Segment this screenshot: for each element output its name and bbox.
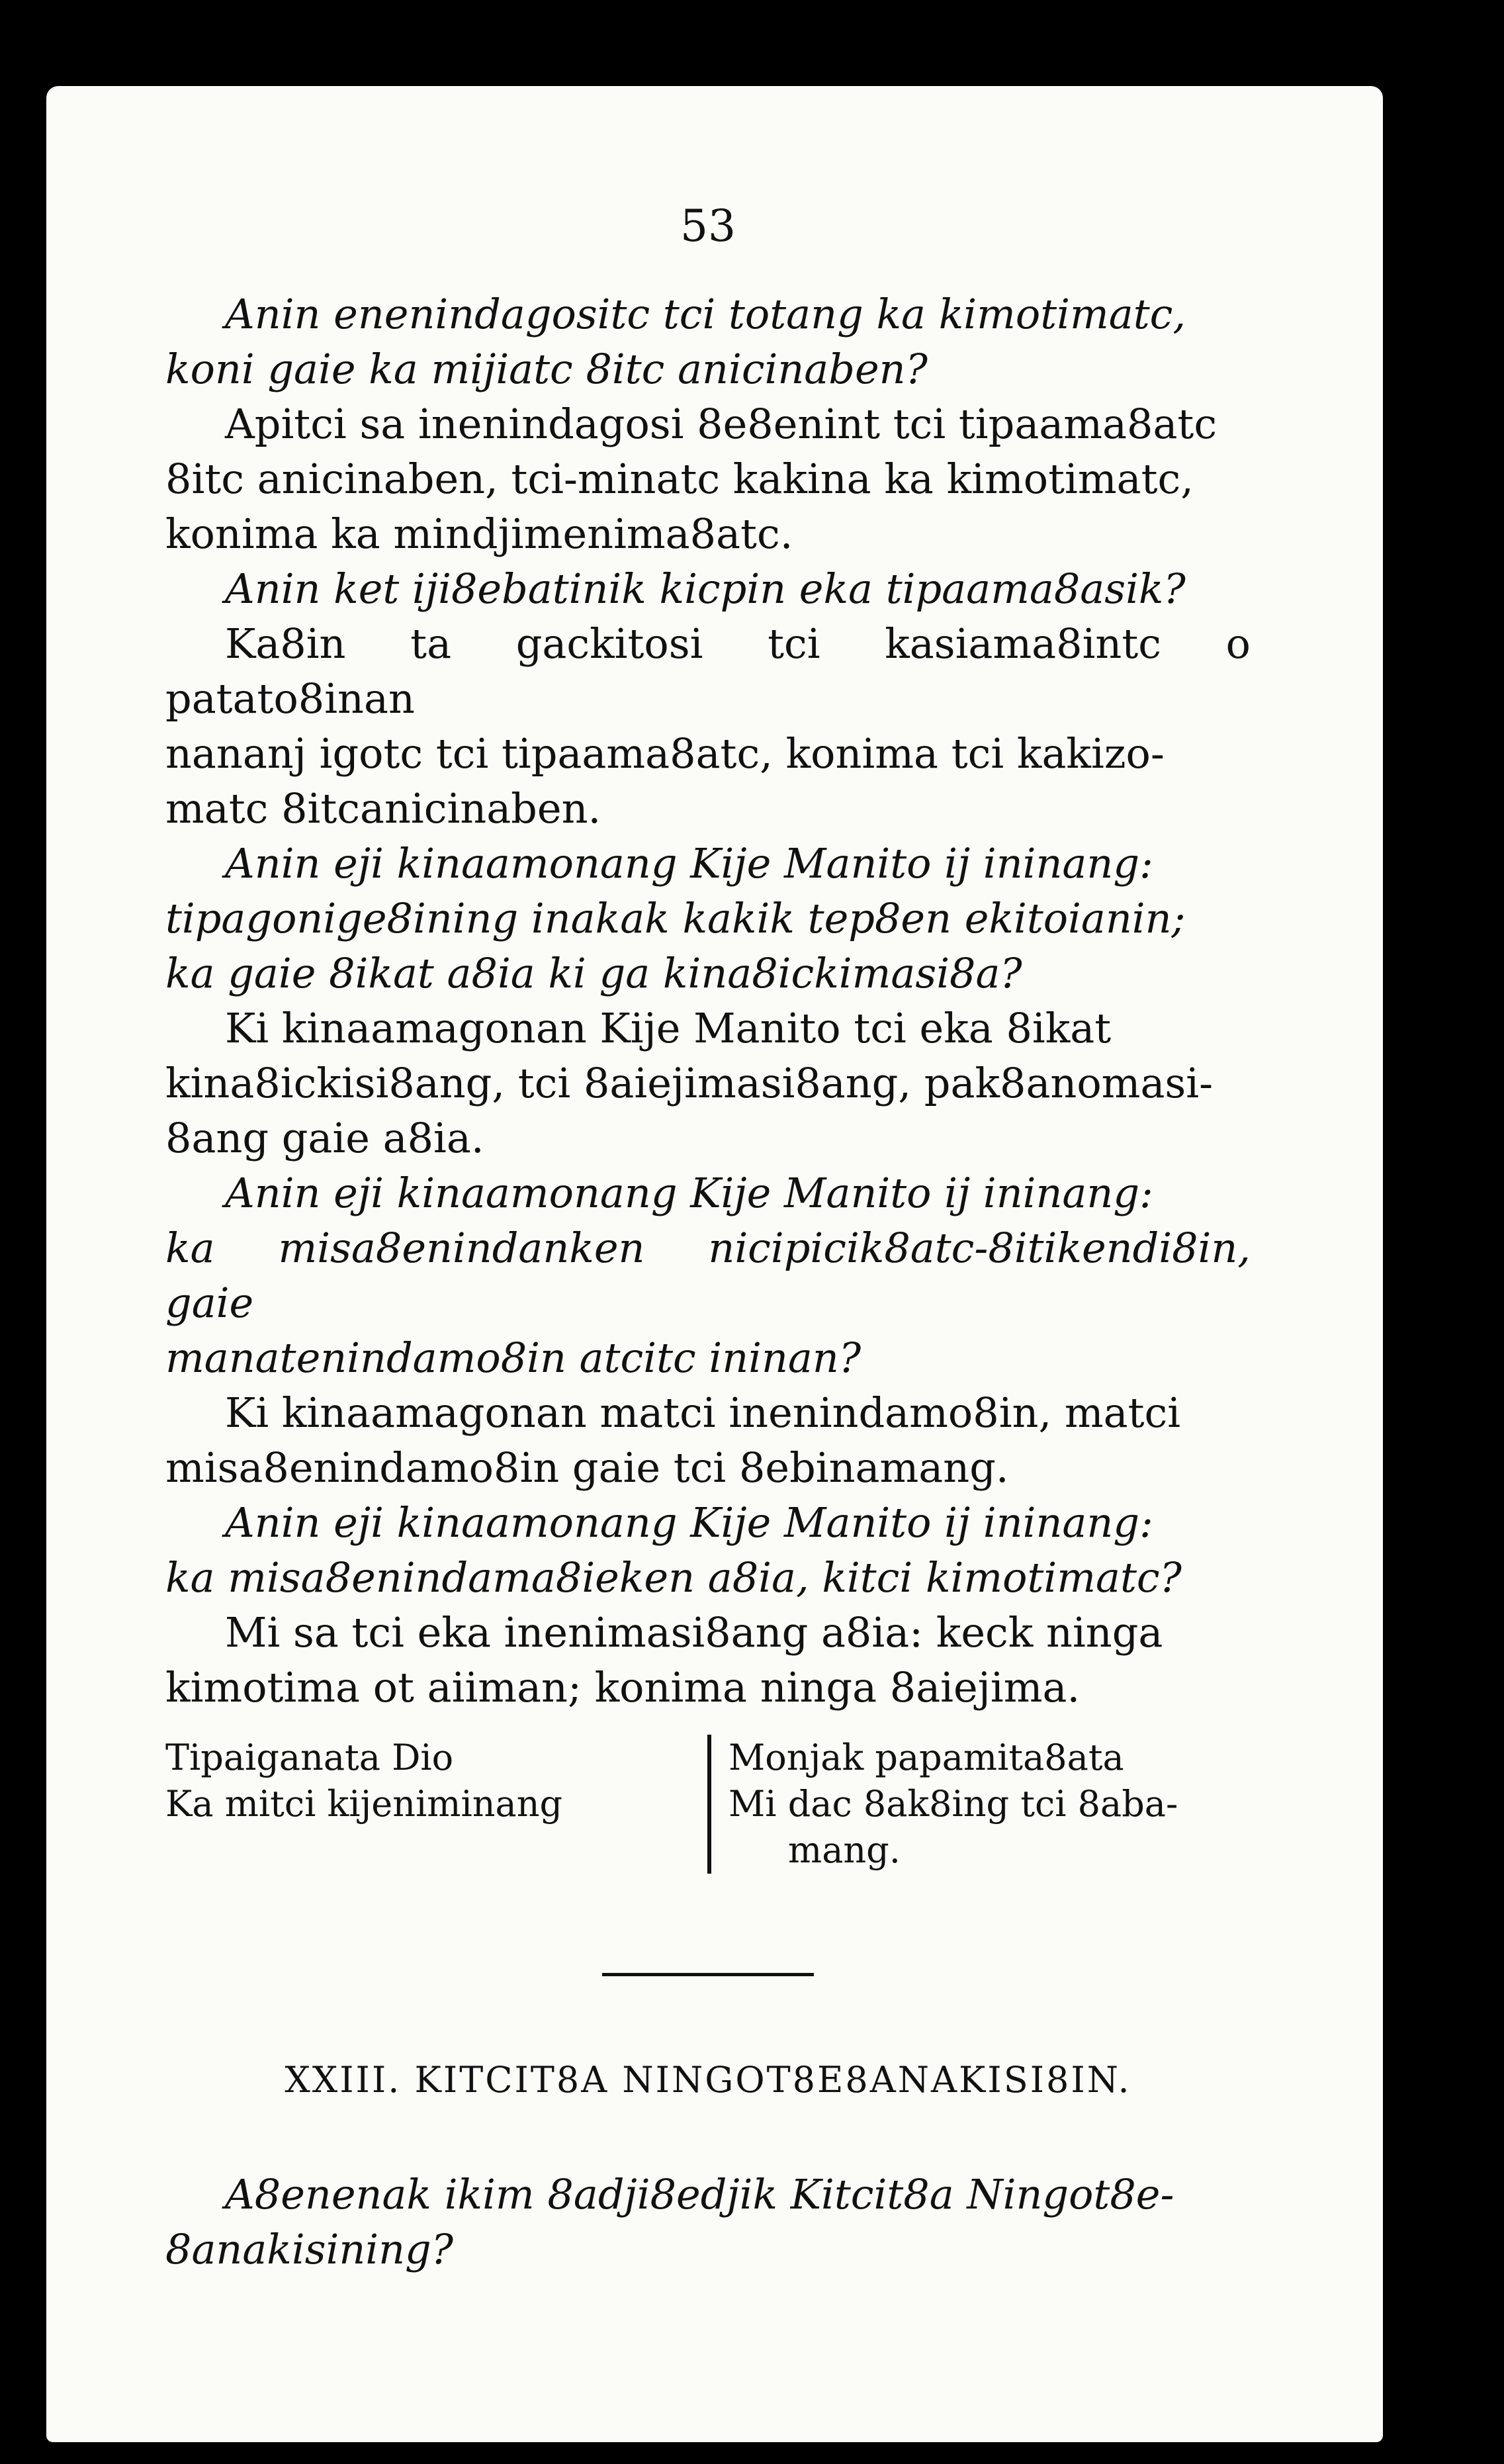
text-line: ka misa8enindanken nicipicik8atc-8itikendi8in, gaie [165, 1224, 1251, 1327]
verse-line: mang. [787, 1829, 901, 1871]
section-divider [602, 1973, 814, 1976]
page-number: 53 [680, 201, 736, 251]
answer-paragraph [165, 1385, 1251, 1495]
verse-line: Monjak papamita8ata [728, 1737, 1124, 1778]
verse-left-column [165, 1735, 707, 1874]
text-line: misa8enindamo8in gaie tci 8ebinamang. [165, 1443, 1009, 1492]
question-paragraph [165, 1495, 1251, 1605]
final-question-line: 8anakisining? [165, 2225, 453, 2273]
final-question [165, 2167, 1251, 2277]
text-line: Ki kinaamagonan Kije Manito tci eka 8ikat [225, 1004, 1112, 1052]
section-heading: XXIII. KITCIT8A NINGOT8E8ANAKISI8IN. [285, 2059, 1131, 2101]
book-page [46, 86, 1383, 2442]
text-line: Mi sa tci eka inenimasi8ang a8ia: keck ninga [225, 1608, 1163, 1657]
text-line: Ki kinaamagonan matci inenindamo8in, matci [225, 1389, 1181, 1437]
text-line: 8itc anicinaben, tci-minatc kakina ka kimotimatc, [165, 455, 1194, 503]
catechism-text [165, 287, 1251, 1715]
text-line: Ka8in ta gackitosi tci kasiama8intc o patato8inan [165, 619, 1251, 723]
text-line: Anin eji kinaamonang Kije Manito ij ininang: [225, 1498, 1153, 1547]
text-line: Anin eji kinaamonang Kije Manito ij ininang: [225, 1169, 1153, 1217]
text-line: nananj igotc tci tipaama8atc, konima tci kakizo- [165, 729, 1165, 778]
text-line: matc 8itcanicinaben. [165, 784, 601, 833]
text-line: konima ka mindjimenima8atc. [165, 510, 793, 558]
text-line: ka misa8enindama8ieken a8ia, kitci kimotimatc? [165, 1553, 1182, 1602]
verse-line: Mi dac 8ak8ing tci 8aba- [728, 1783, 1178, 1825]
final-question-line: A8enenak ikim 8adji8edjik Kitcit8a Ningot8e- [225, 2170, 1174, 2218]
answer-paragraph [165, 616, 1251, 836]
answer-paragraph [165, 1001, 1251, 1165]
text-line: ka gaie 8ikat a8ia ki ga kina8ickimasi8a? [165, 949, 1022, 997]
text-line: kimotima ot aiiman; konima ninga 8aiejima. [165, 1663, 1081, 1711]
text-line: Anin enenindagositc tci totang ka kimotimatc, [225, 290, 1186, 338]
text-line: 8ang gaie a8ia. [165, 1114, 484, 1162]
text-line: manatenindamo8in atcitc ininan? [165, 1334, 862, 1382]
verse-line: Ka mitci kijeniminang [165, 1783, 563, 1825]
answer-paragraph [165, 396, 1251, 561]
verse-line: Tipaiganata Dio [165, 1737, 454, 1778]
question-paragraph [165, 287, 1251, 396]
text-line: koni gaie ka mijiatc 8itc anicinaben? [165, 345, 928, 393]
question-paragraph [165, 1165, 1251, 1385]
verse-right-column [707, 1735, 1251, 1874]
verse-block [165, 1735, 1251, 1874]
text-line: Anin eji kinaamonang Kije Manito ij ininang: [225, 839, 1153, 888]
answer-paragraph [165, 1605, 1251, 1715]
question-paragraph [165, 561, 1251, 616]
text-line: Apitci sa inenindagosi 8e8enint tci tipaama8atc [225, 400, 1217, 448]
text-line: kina8ickisi8ang, tci 8aiejimasi8ang, pak8anomasi- [165, 1059, 1214, 1107]
text-line: Anin ket iji8ebatinik kicpin eka tipaama8asik? [225, 565, 1186, 613]
page-content [165, 199, 1251, 2277]
question-paragraph [165, 836, 1251, 1001]
text-line: tipagonige8ining inakak kakik tep8en ekitoianin; [165, 894, 1186, 942]
